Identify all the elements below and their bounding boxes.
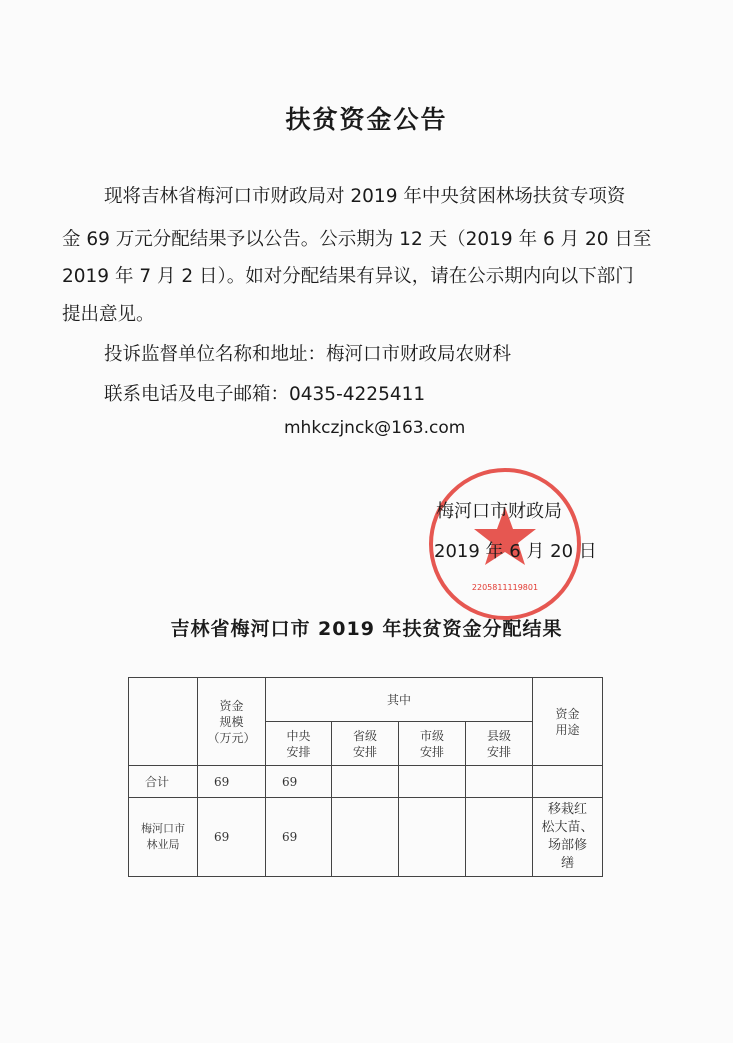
complaint-unit: 投诉监督单位名称和地址：梅河口市财政局农财科 xyxy=(104,344,512,365)
header-county: 县级 安排 xyxy=(466,722,533,766)
row-county xyxy=(466,766,533,798)
header-city: 市级 安排 xyxy=(399,722,466,766)
row-city xyxy=(399,798,466,877)
row-name: 梅河口市 林业局 xyxy=(129,798,198,877)
row-scale: 69 xyxy=(198,798,266,877)
seal-code: 2205811119801 xyxy=(471,583,539,592)
header-blank xyxy=(129,678,198,766)
body-line: 提出意见。 xyxy=(62,304,155,325)
table-row xyxy=(129,766,603,798)
row-central: 69 xyxy=(266,766,332,798)
row-name: 合计 xyxy=(129,766,198,798)
table-row xyxy=(129,798,603,877)
row-county xyxy=(466,798,533,877)
contact-email: mhkczjnck@163.com xyxy=(284,418,466,438)
row-central: 69 xyxy=(266,798,332,877)
header-among: 其中 xyxy=(266,678,533,722)
row-city xyxy=(399,766,466,798)
body-line: 金 69 万元分配结果予以公告。公示期为 12 天（2019 年 6 月 20 日至 xyxy=(62,229,652,250)
row-provincial xyxy=(332,766,399,798)
table-title: 吉林省梅河口市 2019 年扶贫资金分配结果 xyxy=(170,618,563,640)
contact-phone: 联系电话及电子邮箱：0435-4225411 xyxy=(104,384,426,405)
body-line: 2019 年 7 月 2 日）。如对分配结果有异议，请在公示期内向以下部门 xyxy=(62,266,634,287)
signature-org: 梅河口市财政局 xyxy=(436,501,562,522)
notice-title: 扶贫资金公告 xyxy=(285,105,448,134)
header-scale: 资金 规模 （万元） xyxy=(198,678,266,766)
header-central: 中央 安排 xyxy=(266,722,332,766)
allocation-table xyxy=(128,677,603,877)
row-usage: 移栽红 松大苗、 场部修 缮 xyxy=(533,798,603,877)
row-usage xyxy=(533,766,603,798)
signature-date: 2019 年 6 月 20 日 xyxy=(434,541,597,562)
header-provincial: 省级 安排 xyxy=(332,722,399,766)
body-line: 现将吉林省梅河口市财政局对 2019 年中央贫困林场扶贫专项资 xyxy=(104,186,626,207)
row-provincial xyxy=(332,798,399,877)
row-scale: 69 xyxy=(198,766,266,798)
header-usage: 资金 用途 xyxy=(533,678,603,766)
